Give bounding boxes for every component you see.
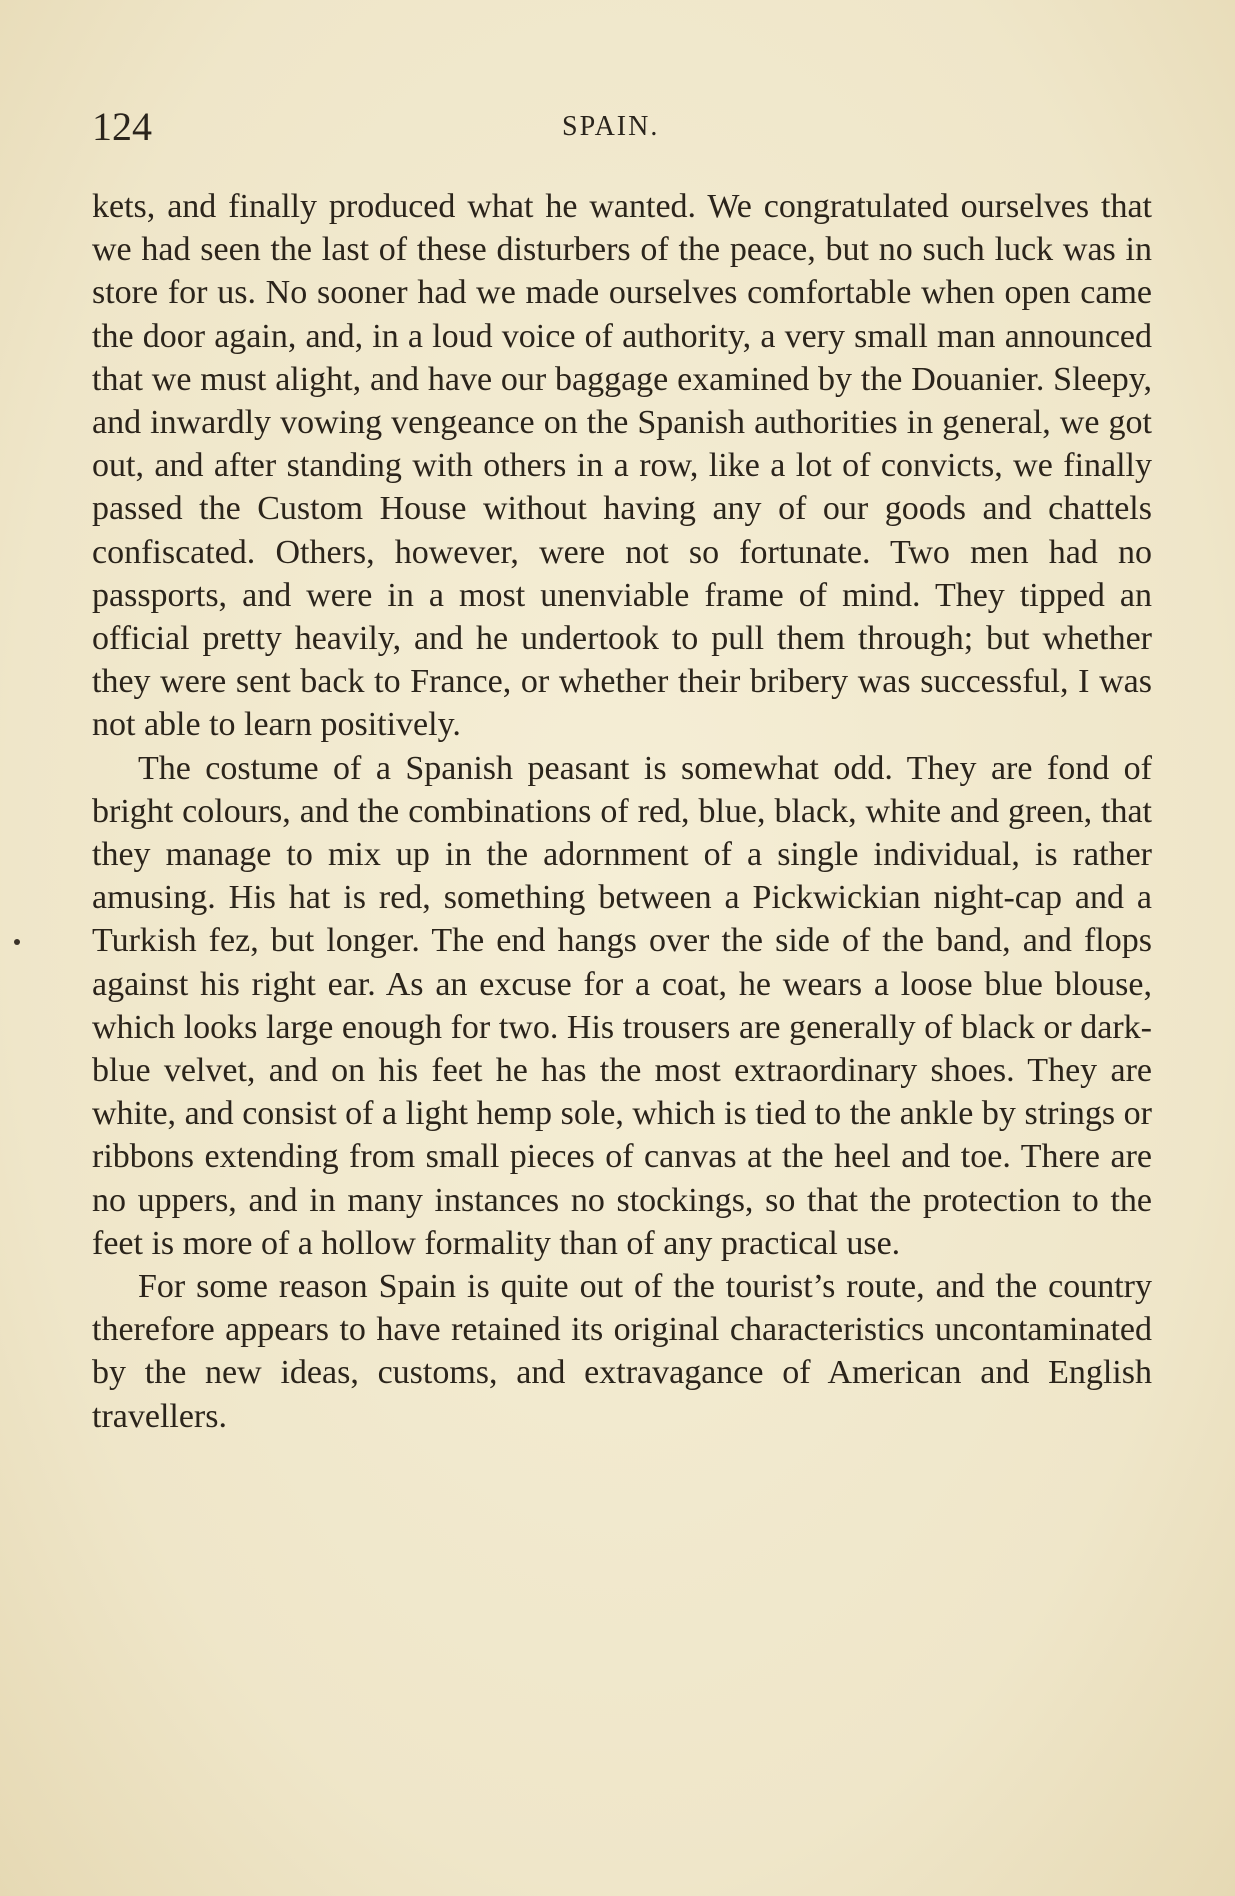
paragraph-peasant-costume: The costume of a Spanish peasant is somewhat odd. They are fond of bright colours, and the combinations of red, blue, black, white and green, that they manage to mix up in the adornment of a single individual, is rather amusing. His hat is red, something between a Pickwickian night-cap and a Turkish fez, but longer. The end hangs over the side of the band, and flops against his right ear. As an excuse for a coat, he wears a loose blue blouse, which looks large enough for two. His trousers are generally of black or dark-blue velvet, and on his feet he has the most extraordinary shoes. They are white, and consist of a light hemp sole, which is tied to the ankle by strings or ribbons extending from small pieces of canvas at the heel and toe. There are no uppers, and in many instances no stockings, so that the protection to the feet is more of a hollow formality than of any practical use. bbox=[92, 749, 1152, 1262]
page-header bbox=[92, 103, 1152, 153]
margin-mark bbox=[14, 939, 20, 945]
running-head: SPAIN. bbox=[562, 111, 660, 142]
paragraph-continued: kets, and finally produced what he wanted. We congratulated ourselves that we had seen the last of these disturbers of the peace, but no such luck was in store for us. No sooner had we made ourselves comfortable when open came the door again, and, in a loud voice of authority, a very small man announced that we must alight, and have our baggage examined by the Douanier. Sleepy, and inwardly vowing vengeance on the Spanish authorities in general, we got out, and after standing with others in a row, like a lot of convicts, we finally passed the Custom House without having any of our goods and chattels confiscated. Others, however, were not so fortunate. Two men had no passports, and were in a most unenviable frame of mind. They tipped an official pretty heavily, and he undertook to pull them through; but whether they were sent back to France, or whether their bribery was successful, I was not able to learn positively. bbox=[92, 188, 1152, 744]
body-text bbox=[92, 185, 1152, 1438]
page-number: 124 bbox=[92, 104, 152, 149]
paragraph-tourist-route: For some reason Spain is quite out of the tourist’s route, and the country therefore appears to have retained its original characteristics uncontaminated by the new ideas, customs, and extravagance of American and English travellers. bbox=[92, 1268, 1152, 1435]
